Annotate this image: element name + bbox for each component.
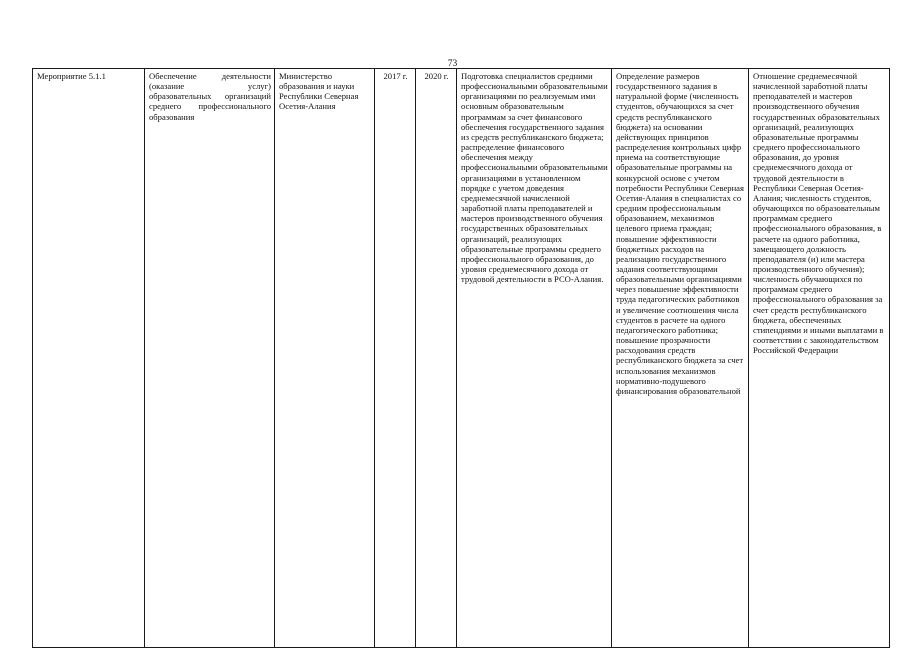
table-row bbox=[33, 69, 890, 648]
end-year: 2020 г. bbox=[424, 71, 449, 81]
mechanisms-cell bbox=[612, 69, 749, 648]
responsible-executor: Министерство образования и науки Республики Северная Осетия-Алания bbox=[279, 71, 359, 112]
activity-name-cell bbox=[33, 69, 145, 648]
program-activities-table bbox=[32, 68, 890, 648]
activity-name: Мероприятие 5.1.1 bbox=[37, 71, 106, 81]
description-cell bbox=[145, 69, 275, 648]
target-indicators: Отношение среднемесячной начисленной заработной платы преподавателей и мастеров производственного обучения государственных образовательных организаций, реализующих образовательные программы среднего профессионального образования, до уровня среднемесячного дохода от трудовой деятельности в Республики Северная Осетия-Алания; численность студентов, обучающихся по образовательным программам среднего профессионального образования, в расчете на одного работника, замещающего должность преподавателя (и) или мастера производственного обучения); численность обучающихся по программам среднего профессионального образования за счет средств республиканского бюджета, обеспеченных стипендиями и иными выплатами в соответствии с законодательством Российской Федерации bbox=[753, 71, 884, 356]
activity-description: Обеспечение деятельности (оказание услуг) образовательных организаций среднего профессионального образования bbox=[149, 71, 271, 122]
start-year-cell bbox=[375, 69, 416, 648]
expected-result: Подготовка специалистов средними профессиональными образовательными организациями по реализуемым ими основным образовательным программам за счет финансового обеспечения государственного задания из средств республиканского бюджета; распределение финансового обеспечения между профессиональными образовательными организациями в установленном порядке с учетом доведения среднемесячной начисленной заработной платы преподавателей и мастеров производственного обучения государственных образовательных организаций, реализующих образовательные программы среднего профессионального образования, до уровня среднемесячного дохода от трудовой деятельности в РСО-Алания. bbox=[461, 71, 608, 285]
implementation-mechanisms: Определение размеров государственного задания в натуральной форме (численность студентов, обучающихся за счет средств республиканского бюджета) на основании действующих принципов распределения контрольных цифр приема на соответствующие образовательные программы на конкурсной основе с учетом потребности Республики Северная Осетия-Алания в специалистах со средним профессиональным образованием, механизмов целевого приема граждан; повышение эффективности бюджетных расходов на реализацию государственного задания соответствующими образовательными организациями через повышение эффективности труда педагогических работников и увеличение соотношения числа студентов в расчете на одного педагогического работника; повышение прозрачности расходования средств республиканского бюджета за счет использования механизмов нормативно-подушевого финансирования образовательной bbox=[616, 71, 744, 396]
end-year-cell bbox=[416, 69, 457, 648]
start-year: 2017 г. bbox=[383, 71, 408, 81]
expected-result-cell bbox=[457, 69, 612, 648]
page-number: 73 bbox=[447, 59, 458, 69]
indicators-cell bbox=[749, 69, 890, 648]
executor-cell bbox=[275, 69, 375, 648]
